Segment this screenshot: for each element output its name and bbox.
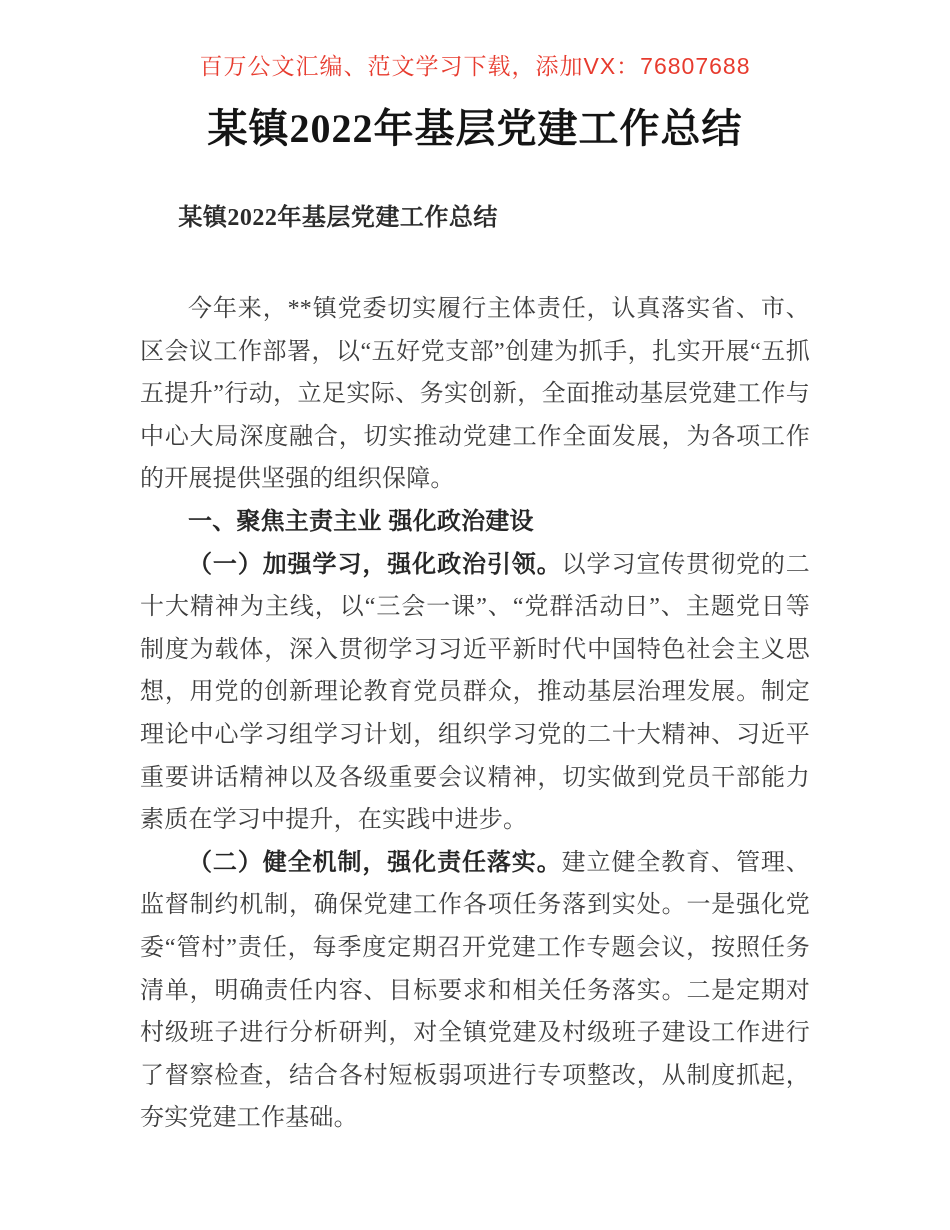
paragraph-container <box>140 288 810 1140</box>
paragraph-lead-bold: 一、聚焦主责主业 强化政治建设 <box>188 507 534 535</box>
paragraph <box>140 544 810 842</box>
paragraph-text: 建立健全教育、管理、监督制约机制，确保党建工作各项任务落到实处。一是强化党委“管村”责任，每季度定期召开党建工作专题会议，按照任务清单，明确责任内容、目标要求和相关任务落实。二是定期对村级班子进行分析研判，对全镇党建及村级班子建设工作进行了督察检查，结合各村短板弱项进行专项整改，从制度抓起，夯实党建工作基础。 <box>140 849 810 1132</box>
paragraph-lead-bold: （二）健全机制，强化责任落实。 <box>188 848 562 876</box>
promo-banner-text: 百万公文汇编、范文学习下载，添加VX：76807688 <box>199 53 751 79</box>
paragraph <box>140 288 810 501</box>
document-body <box>0 202 950 1140</box>
paragraph-text: 以学习宣传贯彻党的二十大精神为主线，以“三会一课”、“党群活动日”、主题党日等制度为载体，深入贯彻学习习近平新时代中国特色社会主义思想，用党的创新理论教育党员群众，推动基层治理发展。制定理论中心学习组学习计划，组织学习党的二十大精神、习近平重要讲话精神以及各级重要会议精神，切实做到党员干部能力素质在学习中提升，在实践中进步。 <box>140 551 810 834</box>
paragraph-lead-bold: （一）加强学习，强化政治引领。 <box>188 550 562 578</box>
document-title: 某镇2022年基层党建工作总结 <box>207 106 743 151</box>
paragraph-text: 今年来，**镇党委切实履行主体责任，认真落实省、市、区会议工作部署，以“五好党支部”创建为抓手，扎实开展“五抓五提升”行动，立足实际、务实创新，全面推动基层党建工作与中心大局深度融合，切实推动党建工作全面发展，为各项工作的开展提供坚强的组织保障。 <box>140 296 810 493</box>
paragraph <box>140 842 810 1140</box>
document-subtitle: 某镇2022年基层党建工作总结 <box>178 205 498 231</box>
section-heading <box>140 501 810 544</box>
